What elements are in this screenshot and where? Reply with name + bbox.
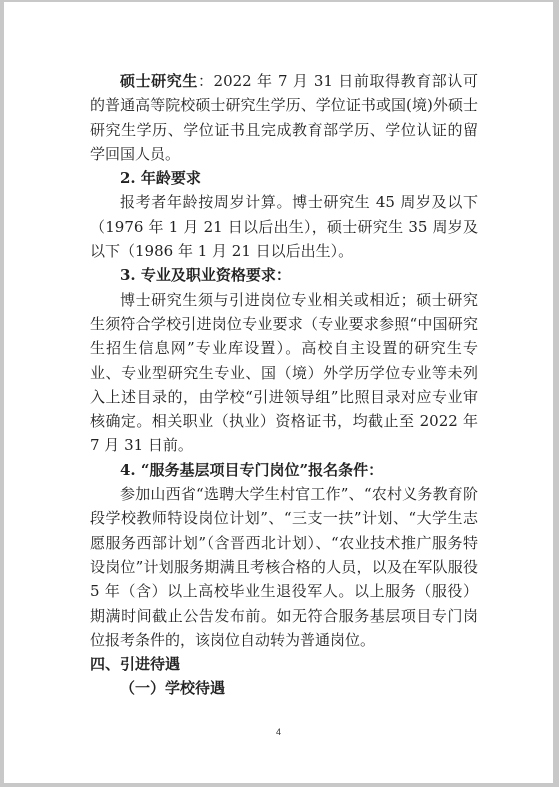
paragraph-age-requirement: 报考者年龄按周岁计算。博士研究生 45 周岁及以下（1976 年 1 月 21 日以后出生），硕士研究生 35 周岁及以下（1986 年 1 月 21 日以后出生）。 [90,193,478,261]
section-heading-benefits: 四、引进待遇 [90,655,181,674]
document-page [4,2,553,783]
subsection-heading-school-benefits: （一）学校待遇 [120,679,226,698]
page-number: 4 [275,727,281,737]
master-label: 硕士研究生 [120,72,198,90]
heading-age-requirement: 2. 年龄要求 [120,169,201,188]
master-text: ：2022 年 7 月 31 日前取得教育部认可的普通高等院校硕士研究生学历、学位证书或国(境)外硕士研究生学历、学位证书且完成教育部学历、学位认证的留学回国人员。 [90,72,478,163]
heading-major-requirement: 3. 专业及职业资格要求： [120,266,291,285]
heading-grassroots-post: 4. “服务基层项目专门岗位”报名条件： [120,460,384,479]
paragraph-grassroots-post: 参加山西省“选聘大学生村官工作”、“农村义务教育阶段学校教师特设岗位计划”、“三支一扶”计划、“大学生志愿服务西部计划”（含晋西北计划）、“农业技术推广服务特设岗位”计划服务期满且考核合格的人员，以及在军队服役 5 年（含）以上高校毕业生退役军人。以上服务（服役）期满时间截止公告发布前。如无符合服务基层项目专门岗位报考条件的，该岗位自动转为普通岗位。 [90,485,478,649]
paragraph-master-requirements [90,69,478,166]
paragraph-major-requirement: 博士研究生须与引进岗位专业相关或相近；硕士研究生须符合学校引进岗位专业要求（专业要求参照“中国研究生招生信息网”专业库设置）。高校自主设置的研究生专业、专业型研究生专业、国（境）外学历学位专业等未列入上述目录的，由学校“引进领导组”比照目录对应专业审核确定。相关职业（执业）资格证书，均截止至 2022 年 7 月 31 日前。 [90,290,478,455]
document-body [90,69,478,701]
